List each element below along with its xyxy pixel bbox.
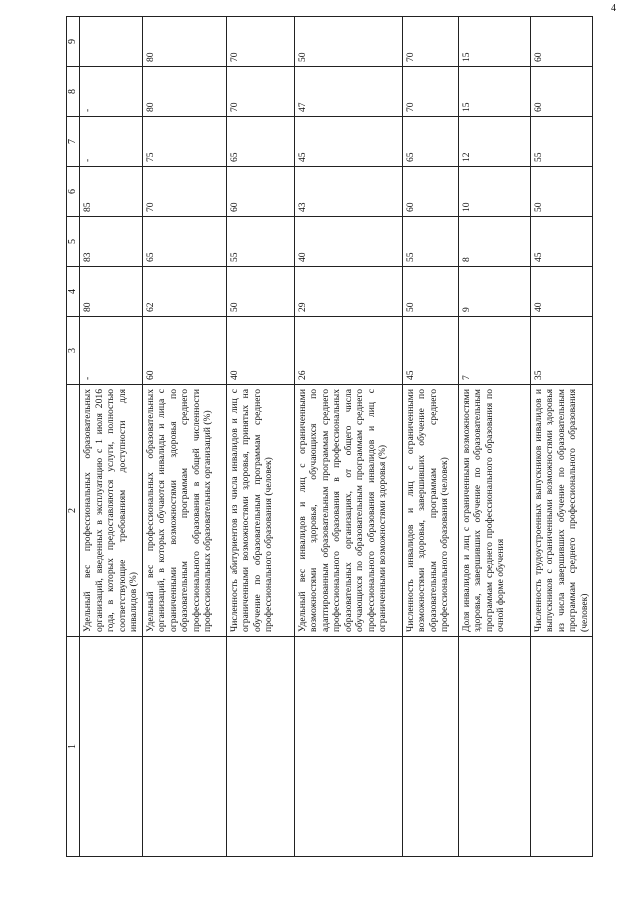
value-cell: 80 <box>142 17 226 67</box>
column-header: 4 <box>67 267 80 317</box>
value-cell: 70 <box>142 167 226 217</box>
value-cell: 70 <box>402 67 458 117</box>
page-number: 4 <box>611 3 616 14</box>
value-cell: 40 <box>226 317 294 385</box>
value-cell: 10 <box>458 167 530 217</box>
value-cell: 55 <box>226 217 294 267</box>
value-cell: 65 <box>142 217 226 267</box>
value-cell <box>80 17 143 67</box>
value-cell: 62 <box>142 267 226 317</box>
value-cell: 55 <box>530 117 593 167</box>
value-cell: 75 <box>142 117 226 167</box>
value-cell: 7 <box>458 317 530 385</box>
column-header: 7 <box>67 117 80 167</box>
value-cell: 85 <box>80 167 143 217</box>
value-cell: 70 <box>402 17 458 67</box>
value-cell: 60 <box>530 67 593 117</box>
table-row <box>294 17 402 857</box>
table-cell-col1 <box>142 637 226 857</box>
value-cell: 50 <box>402 267 458 317</box>
table-cell-col1 <box>530 637 593 857</box>
value-cell: 40 <box>294 217 402 267</box>
value-cell: 50 <box>226 267 294 317</box>
value-cell: 8 <box>458 217 530 267</box>
table-row <box>458 17 530 857</box>
table-row <box>142 17 226 857</box>
value-cell: 70 <box>226 17 294 67</box>
indicator-description: Численность абитуриентов из числа инвалидов и лиц с ограниченными возможностями здоровья, принятых на обучение по образовательным программам среднего профессионального образования (человек) <box>226 385 294 637</box>
value-cell: 60 <box>226 167 294 217</box>
value-cell: 45 <box>530 217 593 267</box>
column-header: 8 <box>67 67 80 117</box>
table-cell-col1 <box>294 637 402 857</box>
indicator-description: Удельный вес профессиональных образовательных организаций, в которых обучаются инвалиды и лица с ограниченными возможностями здоровья по образовательным программам среднего профессионального образования в общей численности профессиональных образовательных организаций (%) <box>142 385 226 637</box>
value-cell: 80 <box>142 67 226 117</box>
table-cell-col1 <box>458 637 530 857</box>
rotated-table-wrapper <box>66 17 590 857</box>
value-cell: 15 <box>458 17 530 67</box>
value-cell: 60 <box>142 317 226 385</box>
column-header: 5 <box>67 217 80 267</box>
column-header: 1 <box>67 637 80 857</box>
value-cell: 50 <box>530 167 593 217</box>
indicator-description: Удельный вес профессиональных образовательных организаций, введенных в эксплуатацию с 1 июля 2016 года, в которых предоставляются услуги, полностью соответствующие требованиям доступности для инвалидов (%) <box>80 385 143 637</box>
table-row <box>402 17 458 857</box>
value-cell: 29 <box>294 267 402 317</box>
indicators-table <box>66 16 593 857</box>
value-cell: 55 <box>402 217 458 267</box>
indicator-description: Численность трудоустроенных выпускников инвалидов и выпускников с ограниченными возможностями здоровья из числа завершивших обучение по образовательным программам среднего профессионального образования (человек) <box>530 385 593 637</box>
value-cell: 26 <box>294 317 402 385</box>
value-cell: 40 <box>530 267 593 317</box>
value-cell: 60 <box>530 17 593 67</box>
table-row <box>226 17 294 857</box>
value-cell: 9 <box>458 267 530 317</box>
value-cell: 60 <box>402 167 458 217</box>
value-cell: 47 <box>294 67 402 117</box>
table-cell-col1 <box>402 637 458 857</box>
value-cell: - <box>80 317 143 385</box>
value-cell: 80 <box>80 267 143 317</box>
value-cell: - <box>80 117 143 167</box>
column-header: 6 <box>67 167 80 217</box>
value-cell: 50 <box>294 17 402 67</box>
value-cell: 43 <box>294 167 402 217</box>
value-cell: - <box>80 67 143 117</box>
indicator-description: Численность инвалидов и лиц с ограниченными возможностями здоровья, завершивших обучение по образовательным программам среднего профессионального образования (человек) <box>402 385 458 637</box>
value-cell: 45 <box>402 317 458 385</box>
table-row <box>80 17 143 857</box>
header-row <box>67 17 80 857</box>
value-cell: 35 <box>530 317 593 385</box>
column-header: 3 <box>67 317 80 385</box>
table-cell-col1 <box>80 637 143 857</box>
indicator-description: Удельный вес инвалидов и лиц с ограниченными возможностями здоровья, обучающихся по адаптированным образовательным программам среднего профессионального образования в профессиональных образовательных организациях, от общего числа обучающихся по образовательным программам среднего профессионального образования инвалидов и лиц с ограниченными возможностями здоровья (%) <box>294 385 402 637</box>
table-row <box>530 17 593 857</box>
value-cell: 65 <box>226 117 294 167</box>
column-header: 2 <box>67 385 80 637</box>
value-cell: 83 <box>80 217 143 267</box>
table-cell-col1 <box>226 637 294 857</box>
value-cell: 65 <box>402 117 458 167</box>
column-header: 9 <box>67 17 80 67</box>
value-cell: 15 <box>458 67 530 117</box>
value-cell: 12 <box>458 117 530 167</box>
value-cell: 45 <box>294 117 402 167</box>
value-cell: 70 <box>226 67 294 117</box>
indicator-description: Доля инвалидов и лиц с ограниченными возможностями здоровья, завершивших обучение по образовательным программам среднего профессионального образования по очной форме обучения <box>458 385 530 637</box>
